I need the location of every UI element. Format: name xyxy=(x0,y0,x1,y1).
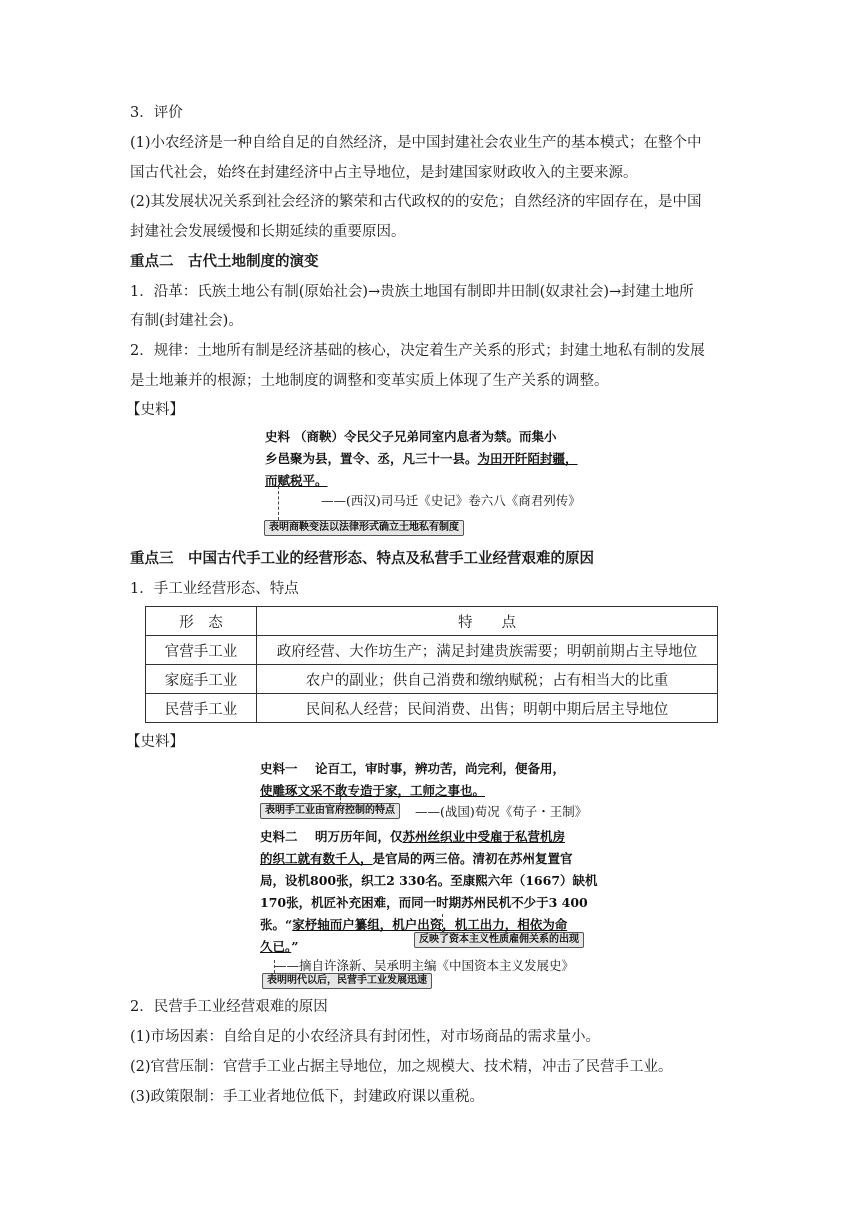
paragraph-line: 2．规律：土地所有制是经济基础的核心，决定着生产关系的形式；封建土地私有制的发展 xyxy=(130,343,705,359)
paragraph-line: (3)政策限制：手工业者地位低下，封建政府课以重税。 xyxy=(130,1089,485,1105)
table-cell: 农户的副业；供自己消费和缴纳赋税；占有相当大的比重 xyxy=(257,665,718,694)
paragraph-line: (2)官营压制：官营手工业占据主导地位，加之规模大、技术精，冲击了民营手工业。 xyxy=(130,1059,673,1075)
source-lead: 史料 xyxy=(265,429,291,444)
annotation-connector xyxy=(340,783,341,805)
source-text: 170张，机匠补充困难，而同一时期苏州民机不少于3 400 xyxy=(260,895,588,910)
paragraph-line: 封建社会发展缓慢和长期延续的重要原因。 xyxy=(130,224,406,240)
source-lead: 史料一 xyxy=(260,761,298,776)
annotation-connector xyxy=(274,960,275,973)
table-cell: 民间私人经营；民间消费、出售；明朝中期后居主导地位 xyxy=(257,694,718,723)
source-underlined: 使雕琢文采不敢专造于家，工师之事也。 xyxy=(260,783,486,798)
key-point-title: 重点三 中国古代手工业的经营形态、特点及私营手工业经营艰难的原因 xyxy=(130,551,594,567)
material-label: 【史料】 xyxy=(126,402,184,418)
source-text: 是官局的两三倍。清初在苏州复置官 xyxy=(372,851,573,866)
paragraph-line: 1．手工业经营形态、特点 xyxy=(130,581,299,597)
source-text: ” xyxy=(291,939,299,954)
table-row xyxy=(146,636,718,665)
paragraph-line: (2)其发展状况关系到社会经济的繁荣和古代政权的的安危；自然经济的牢固存在，是中国 xyxy=(130,194,702,210)
key-point-title: 重点二 古代土地制度的演变 xyxy=(130,254,319,270)
paragraph-line: (1)小农经济是一种自给自足的自然经济，是中国封建社会农业生产的基本模式；在整个中 xyxy=(130,135,702,151)
handicraft-table xyxy=(145,606,718,723)
table-row xyxy=(146,665,718,694)
annotation-tag: 反映了资本主义性质雇佣关系的出现 xyxy=(414,932,584,948)
paragraph-line: 国古代社会，始终在封建经济中占主导地位，是封建国家财政收入的主要来源。 xyxy=(130,165,638,181)
table-header-row xyxy=(146,607,718,636)
paragraph-line: 2．民营手工业经营艰难的原因 xyxy=(130,999,328,1015)
annotation-connector xyxy=(278,486,279,520)
section-heading: 3．评价 xyxy=(130,105,183,121)
table-header-cell: 形 态 xyxy=(146,607,257,636)
source-text: 乡邑聚为县，置令、丞，凡三十一县。 xyxy=(265,451,478,466)
source-underlined: 久已。 xyxy=(260,939,292,954)
source-underlined: 为田开阡陌封疆， xyxy=(477,451,578,466)
source-citation: ——(战国)荀况《荀子・王制》 xyxy=(415,804,588,819)
source-underlined: 家杼轴而户纂组，机户出资，机工出力，相依为命 xyxy=(292,917,568,932)
table-cell: 官营手工业 xyxy=(146,636,257,665)
table-cell: 政府经营、大作坊生产；满足封建贵族需要；明朝前期占主导地位 xyxy=(257,636,718,665)
source-underlined: 而赋税平。 xyxy=(265,473,328,488)
paragraph-line: 是土地兼并的根源；土地制度的调整和变革实质上体现了生产关系的调整。 xyxy=(130,373,609,389)
paragraph-line: 有制(封建社会)。 xyxy=(130,313,243,329)
table-header-cell: 特 点 xyxy=(257,607,718,636)
source-underlined: 的织工就有数千人， xyxy=(260,851,373,866)
source-underlined: 苏州丝织业中受雇于私营机房 xyxy=(402,829,565,844)
annotation-tag: 表明明代以后，民营手工业发展迅速 xyxy=(262,973,432,989)
source-text: 论百工，审时事，辨功苦，尚完利，便备用， xyxy=(314,761,565,776)
source-text: 局，设机800张，织工2 330名。至康熙六年（1667）缺机 xyxy=(260,873,598,888)
material-label: 【史料】 xyxy=(126,734,184,750)
source-text: 明万历年间，仅 xyxy=(314,829,403,844)
source-excerpt xyxy=(260,758,610,988)
table-cell: 家庭手工业 xyxy=(146,665,257,694)
annotation-tag: 表明商鞅变法以法律形式确立土地私有制度 xyxy=(264,520,464,536)
paragraph-line: (1)市场因素：自给自足的小农经济具有封闭性，对市场商品的需求量小。 xyxy=(130,1029,601,1045)
source-citation: ——(西汉)司马迁《史记》卷六八《商君列传》 xyxy=(321,493,581,508)
annotation-tag: 表明手工业由官府控制的特点 xyxy=(260,803,400,819)
table-row xyxy=(146,694,718,723)
table-cell: 民营手工业 xyxy=(146,694,257,723)
paragraph-line: 1．沿革：氏族土地公有制(原始社会)→贵族土地国有制即井田制(奴隶社会)→封建土地所 xyxy=(130,284,694,300)
annotation-connector xyxy=(442,914,443,932)
source-citation: ——摘自许涤新、吴承明主编《中国资本主义发展史》 xyxy=(274,958,575,973)
source-text: （商鞅）令民父子兄弟同室内息者为禁。而集小 xyxy=(294,429,557,444)
source-lead: 史料二 xyxy=(260,829,298,844)
source-text: 张。“ xyxy=(260,917,293,932)
